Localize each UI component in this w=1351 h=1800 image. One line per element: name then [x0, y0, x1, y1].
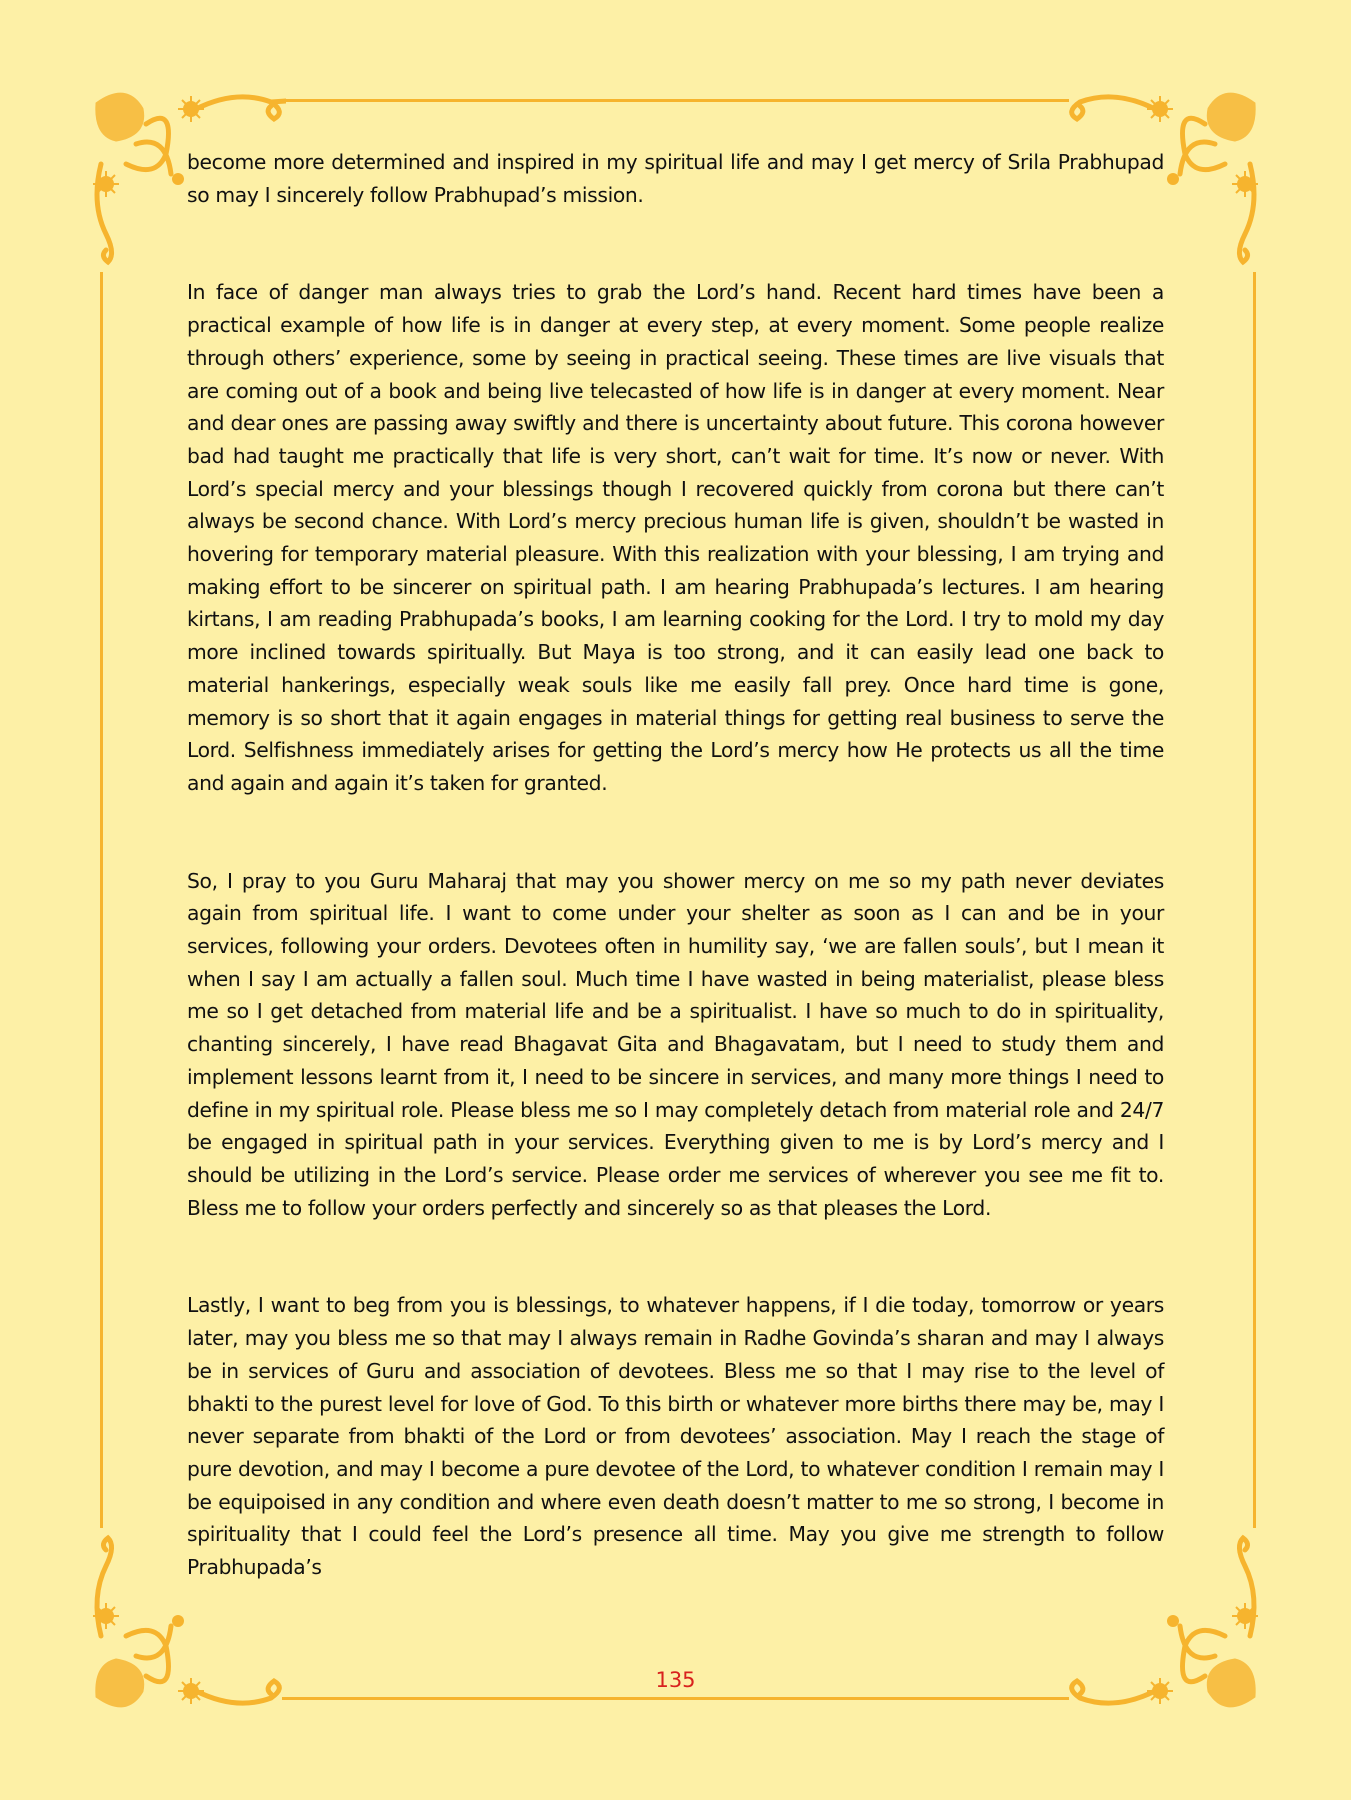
paragraph-2: In face of danger man always tries to grab the Lord’s hand. Recent hard times have been a practical example of how life is in danger at every step, at every moment. Some people realize through others’ experience, some by seeing in practical seeing. These times are live visuals that are coming out of a book and being live telecasted of how life is in danger at every moment. Near and dear ones are passing away swiftly and there is uncertainty about future. This corona however bad had taught me practically that life is very short, can’t wait for time. It’s now or never. With Lord’s special mercy and your blessings though I recovered quickly from corona but there can’t always be second chance. With Lord’s mercy precious human life is given, shouldn’t be wasted in hovering for temporary material pleasure. With this realization with your blessing, I am trying and making effort to be sincerer on spiritual path. I am hearing Prabhupada’s lectures. I am hearing kirtans, I am reading Prabhupada’s books, I am learning cooking for the Lord. I try to mold my day more inclined towards spiritually. But Maya is too strong, and it can easily lead one back to material hankerings, especially weak souls like me easily fall prey. Once hard time is gone, memory is so short that it again engages in material things for getting real business to serve the Lord. Selfishness immediately arises for getting the Lord’s mercy how He protects us all the time and again and again it’s taken for granted.: [187, 280, 1164, 795]
paragraph-4: Lastly, I want to beg from you is blessings, to whatever happens, if I die today, tomorrow or years later, may you bless me so that may I always remain in Radhe Govinda’s sharan and may I always be in services of Guru and association of devotees. Bless me so that I may rise to the level of bhakti to the purest level for love of God. To this birth or whatever more births there may be, may I never separate from bhakti of the Lord or from devotees’ association. May I reach the stage of pure devotion, and may I become a pure devotee of the Lord, to whatever condition I remain may I be equipoised in any condition and where even death doesn’t matter to me so strong, I become in spirituality that I could feel the Lord’s presence all time. May you give me strength to follow Prabhupada’s: [187, 1293, 1164, 1580]
border-left: [100, 272, 103, 1528]
paragraph-1: become more determined and inspired in my spiritual life and may I get mercy of Srila Prabhupad so may I sincerely follow Prabhupad’s mission.: [187, 150, 1164, 207]
paragraph-3: So, I pray to you Guru Maharaj that may you shower mercy on me so my path never deviates again from spiritual life. I want to come under your shelter as soon as I can and be in your services, following your orders. Devotees often in humility say, ‘we are fallen souls’, but I mean it when I say I am actually a fallen soul. Much time I have wasted in being materialist, please bless me so I get detached from material life and be a spiritualist. I have so much to do in spirituality, chanting sincerely, I have read Bhagavat Gita and Bhagavatam, but I need to study them and implement lessons learnt from it, I need to be sincere in services, and many more things I need to define in my spiritual role. Please bless me so I may completely detach from material role and 24/7 be engaged in spiritual path in your services. Everything given to me is by Lord’s mercy and I should be utilizing in the Lord’s service. Please order me services of wherever you see me fit to. Bless me to follow your orders perfectly and sincerely so as that pleases the Lord.: [187, 868, 1164, 1220]
border-right: [1253, 272, 1256, 1528]
border-top: [282, 99, 1069, 102]
page-number: 135: [655, 1668, 696, 1692]
page-body: [187, 146, 1164, 1584]
border-bottom: [282, 1697, 1069, 1700]
